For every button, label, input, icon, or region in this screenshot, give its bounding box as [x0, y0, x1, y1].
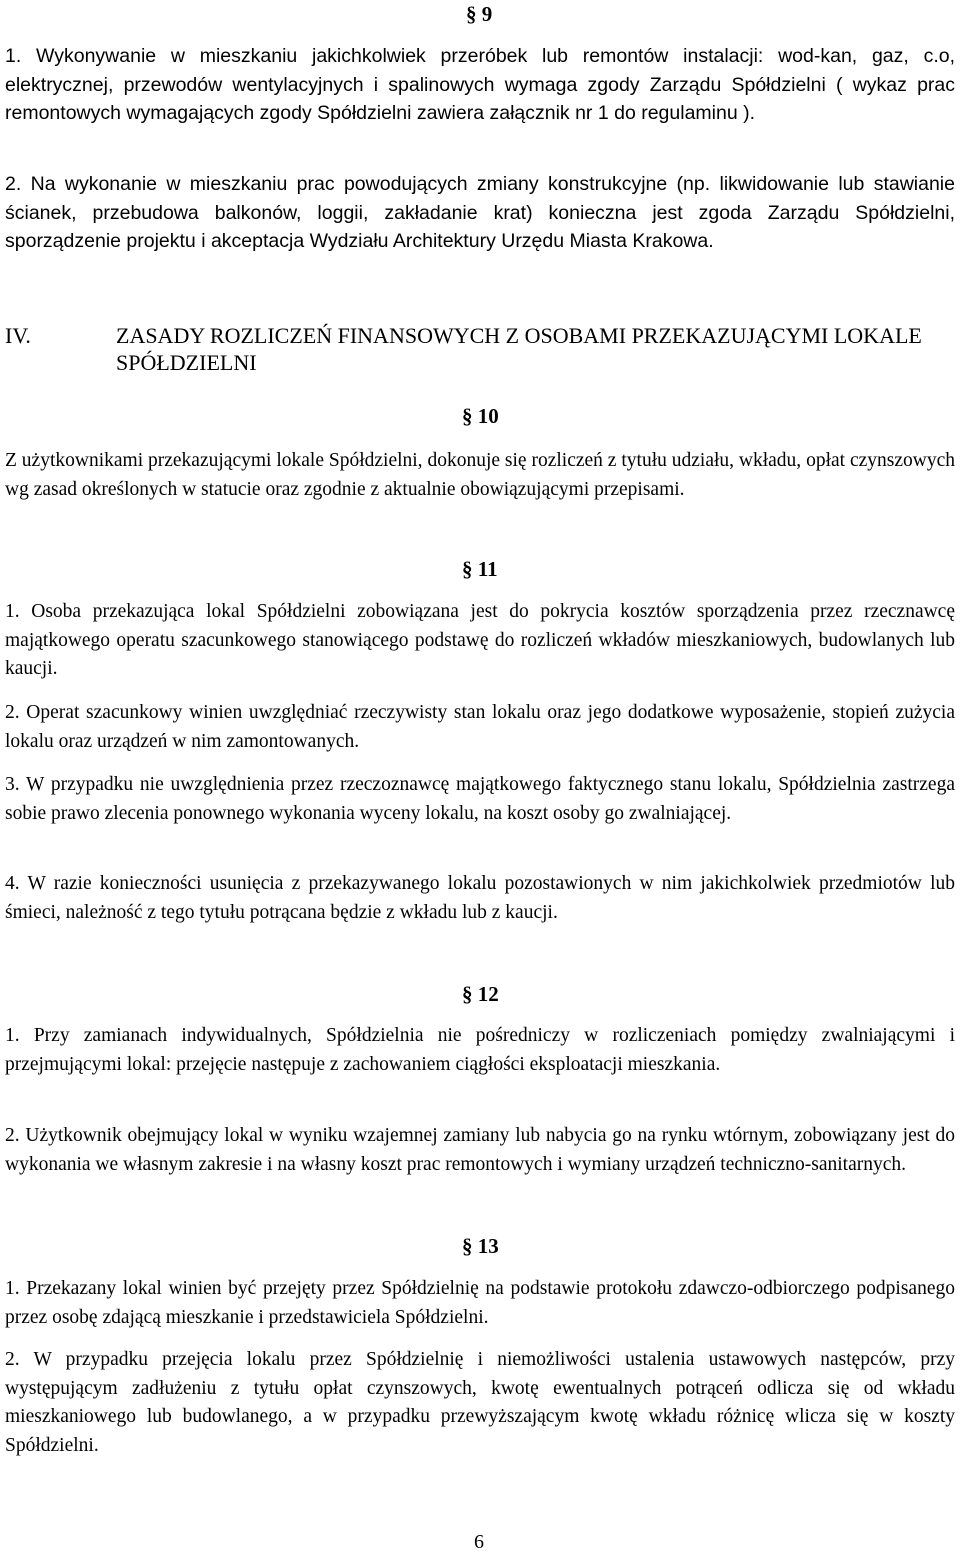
- page-number: 6: [474, 1531, 484, 1553]
- paragraph-12-1: 1. Przy zamianach indywidualnych, Spółdzielnia nie pośredniczy w rozliczeniach pomiędzy zwalniającymi i przejmującymi lokal: przejęcie następuje z zachowaniem ciągłości eksploatacji mieszkania.: [5, 1025, 955, 1075]
- paragraph-10: Z użytkownikami przekazującymi lokale Spółdzielni, dokonuje się rozliczeń z tytułu udziału, wkładu, opłat czynszowych wg zasad określonych w statucie oraz zgodnie z aktualnie obowiązującymi przepisami.: [5, 450, 955, 500]
- paragraph-11-3: 3. W przypadku nie uwzględnienia przez rzeczoznawcę majątkowego faktycznego stanu lokalu, Spółdzielnia zastrzega sobie prawo zlecenia ponownego wykonania wyceny lokalu, na koszt osoby go zwalniającej.: [5, 774, 955, 824]
- chapter-title: ZASADY ROZLICZEŃ FINANSOWYCH Z OSOBAMI PRZEKAZUJĄCYMI LOKALE SPÓŁDZIELNI: [116, 323, 922, 375]
- paragraph-11-2: 2. Operat szacunkowy winien uwzględniać rzeczywisty stan lokalu oraz jego dodatkowe wyposażenie, stopień zużycia lokalu oraz urządzeń w nim zamontowanych.: [5, 702, 955, 752]
- paragraph-13-1: 1. Przekazany lokal winien być przejęty przez Spółdzielnię na podstawie protokołu zdawczo-odbiorczego podpisanego przez osobę zdającą mieszkanie i przedstawiciela Spółdzielni.: [5, 1278, 955, 1328]
- paragraph-9-1: 1. Wykonywanie w mieszkaniu jakichkolwiek przeróbek lub remontów instalacji: wod-kan, gaz, c.o, elektrycznej, przewodów wentylacyjnych i spalinowych wymaga zgody Zarządu Spółdzielni ( wykaz prac remontowych wymagających zgody Spółdzielni zawiera załącznik nr 1 do regulaminu ).: [5, 45, 955, 124]
- section-10-heading: § 10: [462, 404, 499, 428]
- paragraph-13-2: 2. W przypadku przejęcia lokalu przez Spółdzielnię i niemożliwości ustalenia ustawowych następców, przy występującym zadłużeniu z tytułu opłat czynszowych, kwotę ewentualnych potrąceń odlicza się od wkładu mieszkaniowego lub budowlanego, a w przypadku przewyższającym kwotę wkładu różnicę wlicza się w koszty Spółdzielni.: [5, 1349, 955, 1456]
- section-13-heading: § 13: [462, 1234, 499, 1258]
- paragraph-9-2: 2. Na wykonanie w mieszkaniu prac powodujących zmiany konstrukcyjne (np. likwidowanie lub stawianie ścianek, przebudowa balkonów, loggii, zakładanie krat) konieczna jest zgoda Zarządu Spółdzielni, sporządzenie projektu i akceptacja Wydziału Architektury Urzędu Miasta Krakowa.: [5, 173, 955, 252]
- section-11-heading: § 11: [462, 557, 498, 581]
- chapter-numeral: IV.: [5, 323, 31, 348]
- section-9-heading: § 9: [466, 2, 493, 26]
- paragraph-11-4: 4. W razie konieczności usunięcia z przekazywanego lokalu pozostawionych w nim jakichkolwiek przedmiotów lub śmieci, należność z tego tytułu potrącana będzie z wkładu lub z kaucji.: [5, 873, 955, 923]
- section-12-heading: § 12: [462, 982, 499, 1006]
- paragraph-11-1: 1. Osoba przekazująca lokal Spółdzielni zobowiązana jest do pokrycia kosztów sporządzenia przez rzecznawcę majątkowego operatu szacunkowego stanowiącego podstawę do rozliczeń wkładów mieszkaniowych, budowlanych lub kaucji.: [5, 601, 955, 679]
- paragraph-12-2: 2. Użytkownik obejmujący lokal w wyniku wzajemnej zamiany lub nabycia go na rynku wtórnym, zobowiązany jest do wykonania we własnym zakresie i na własny koszt prac remontowych i wymiany urządzeń techniczno-sanitarnych.: [5, 1125, 955, 1175]
